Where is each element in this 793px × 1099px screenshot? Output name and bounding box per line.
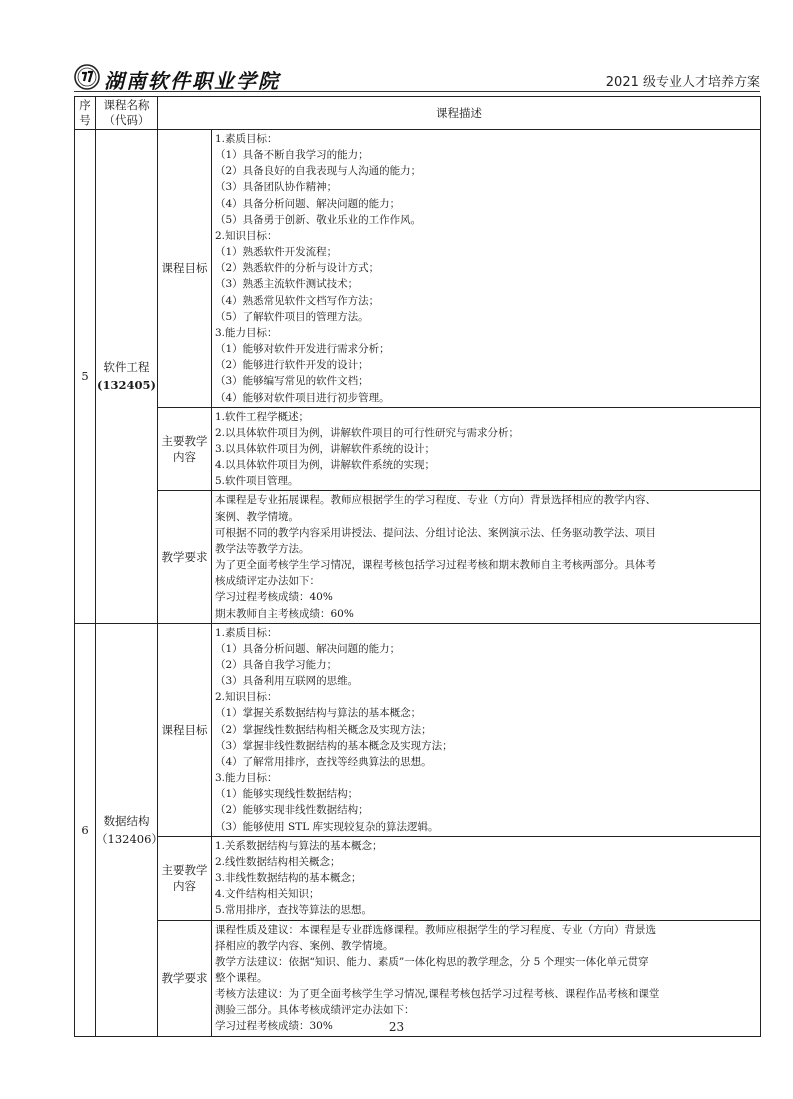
college-name: 湖南软件职业学院 (104, 69, 280, 93)
course-code: （132406） (96, 831, 163, 846)
course-name-cell (96, 130, 158, 624)
table-row (75, 130, 761, 408)
goal-line: （3）能够使用 STL 库实现较复杂的算法逻辑。 (215, 820, 439, 833)
requirement-line: 期末教师自主考核成绩：60% (215, 607, 354, 620)
goal-line: （2）熟悉软件的分析与设计方式； (215, 262, 380, 275)
goal-line: （2）具备自我学习能力； (215, 659, 338, 671)
goal-line: （4）了解常用排序，查找等经典算法的思想。 (215, 755, 432, 768)
table-row (75, 836, 761, 920)
content-line: 3.非线性数据结构的基本概念； (215, 872, 362, 885)
row-label-content-line-2: 内容 (173, 879, 196, 894)
goal-line: （5）了解软件项目的管理方法。 (215, 310, 369, 323)
goal-line: （3）掌握非线性数据结构的基本概念及实现方法； (215, 739, 453, 752)
page-header (74, 64, 760, 94)
goal-line: （1）掌握关系数据结构与算法的基本概念； (215, 707, 422, 720)
requirement-line: 课程性质及建议：本课程是专业群选修课程。教师应根据学生的学习程度、专业（方向）背景选 (215, 923, 656, 936)
plan-title: 2021 级专业人才培养方案 (605, 75, 760, 90)
row-label-content-line-1: 主要教学 (161, 434, 208, 449)
content-line: 2.线性数据结构相关概念； (215, 855, 341, 868)
goal-line: 1.素质目标： (215, 133, 278, 145)
table-row (75, 407, 761, 491)
requirement-line: 教学方法建议：依据“知识、能力、素质”一体化构思的教学理念，分 5 个理实一体化单元贯穿 (215, 955, 649, 968)
requirement-line: 本课程是专业拓展课程。教师应根据学生的学习程度、专业（方向）背景选择相应的教学内容、 (215, 494, 656, 507)
goal-line: （4）具备分析问题、解决问题的能力； (215, 197, 401, 210)
header-col-name (96, 97, 158, 130)
goal-line: （2）掌握线性数据结构相关概念及实现方法； (215, 723, 432, 736)
content-line: 4.文件结构相关知识； (215, 888, 320, 901)
requirement-line: 测验三部分。具体考核成绩评定办法如下： (215, 1004, 415, 1017)
table-row (75, 920, 761, 1036)
requirement-line: 考核方法建议：为了更全面考核学生学习情况,课程考核包括学习过程考核、课程作品考核和课堂 (215, 988, 660, 1001)
course-number: 6 (75, 623, 96, 1036)
content-line: 3.以具体软件项目为例，讲解软件系统的设计； (215, 442, 436, 455)
goal-line: （5）具备勇于创新、敬业乐业的工作作风。 (215, 213, 422, 226)
content-line: 5.软件项目管理。 (215, 475, 299, 488)
course-number: 5 (75, 130, 96, 624)
header-rule (74, 91, 760, 92)
course-requirements (212, 920, 761, 1036)
content-line: 4.以具体软件项目为例，讲解软件系统的实现； (215, 459, 436, 472)
goal-line: 3.能力目标： (215, 326, 278, 339)
row-label-content-line-1: 主要教学 (161, 863, 208, 878)
course-goals (212, 623, 761, 836)
row-label-goals: 课程目标 (158, 623, 212, 836)
course-goals (212, 130, 761, 408)
course-table (74, 96, 761, 1037)
goal-line: （1）能够实现线性数据结构； (215, 788, 359, 801)
content-line: 1.关系数据结构与算法的基本概念； (215, 839, 383, 852)
goal-line: （2）能够实现非线性数据结构； (215, 804, 369, 817)
content-line: 2.以具体软件项目为例，讲解软件项目的可行性研究与需求分析； (215, 426, 520, 439)
goal-line: （1）具备分析问题、解决问题的能力； (215, 642, 401, 655)
content-line: 1.软件工程学概述； (215, 410, 310, 423)
content-line: 5.常用排序，查找等算法的思想。 (215, 904, 373, 917)
goal-line: （3）熟悉主流软件测试技术； (215, 278, 359, 291)
requirement-line: 可根据不同的教学内容采用讲授法、提问法、分组讨论法、案例演示法、任务驱动教学法、项目 (215, 526, 656, 539)
course-name: 数据结构 (103, 813, 150, 828)
header-col-name-line-1: 课程名称 (103, 98, 150, 112)
goal-line: （2）具备良好的自我表现与人沟通的能力； (215, 165, 422, 178)
course-name-cell (96, 623, 163, 1036)
requirement-line: 择相应的教学内容、案例、教学情境。 (215, 939, 394, 952)
course-name: 软件工程 (103, 360, 150, 375)
table-row (75, 623, 761, 836)
course-content (212, 836, 761, 920)
goal-line: （1）具备不断自我学习的能力； (215, 149, 369, 162)
goal-line: （1）熟悉软件开发流程； (215, 246, 338, 259)
header-col-desc: 课程描述 (158, 97, 761, 130)
requirement-line: 教学法等教学方法。 (215, 542, 310, 555)
goal-line: （3）具备团队协作精神； (215, 181, 338, 194)
requirement-line: 为了更全面考核学生学习情况，课程考核包括学习过程考核和期末教师自主考核两部分。具体考 (215, 559, 656, 572)
course-content (212, 407, 761, 491)
requirement-line: 核成绩评定办法如下： (215, 575, 320, 588)
goal-line: （4）能够对软件项目进行初步管理。 (215, 391, 390, 404)
row-label-content-line-2: 内容 (173, 450, 196, 465)
page-number: 23 (388, 1020, 405, 1034)
college-seal-icon (74, 64, 100, 90)
header-col-name-line-2: （代码） (103, 113, 150, 127)
requirement-line: 案例、教学情境。 (215, 510, 299, 523)
requirement-line: 学习过程考核成绩：30% (215, 1020, 333, 1033)
row-label-goals: 课程目标 (158, 130, 212, 408)
course-code: (132405) (97, 378, 156, 393)
goal-line: 2.知识目标： (215, 691, 278, 704)
goal-line: （4）熟悉常见软件文档写作方法； (215, 294, 380, 307)
row-label-content (158, 836, 212, 920)
goal-line: （1）能够对软件开发进行需求分析； (215, 343, 390, 356)
row-label-requirements: 教学要求 (158, 491, 212, 623)
requirement-line: 整个课程。 (215, 971, 268, 984)
table-row (75, 491, 761, 623)
goal-line: （3）能够编写常见的软件文档； (215, 375, 369, 388)
header-col-no (75, 97, 96, 130)
row-label-requirements: 教学要求 (158, 920, 212, 1036)
goal-line: 1.素质目标： (215, 626, 278, 639)
goal-line: 3.能力目标： (215, 772, 278, 785)
course-requirements (212, 491, 761, 623)
goal-line: （2）能够进行软件开发的设计； (215, 359, 369, 372)
goal-line: 2.知识目标： (215, 229, 278, 242)
header-col-no-line-1: 序 (79, 98, 91, 112)
goal-line: （3）具备利用互联网的思维。 (215, 675, 359, 688)
row-label-content (158, 407, 212, 491)
header-col-no-line-2: 号 (79, 113, 91, 127)
requirement-line: 学习过程考核成绩：40% (215, 591, 333, 604)
table-header-row (75, 97, 761, 130)
